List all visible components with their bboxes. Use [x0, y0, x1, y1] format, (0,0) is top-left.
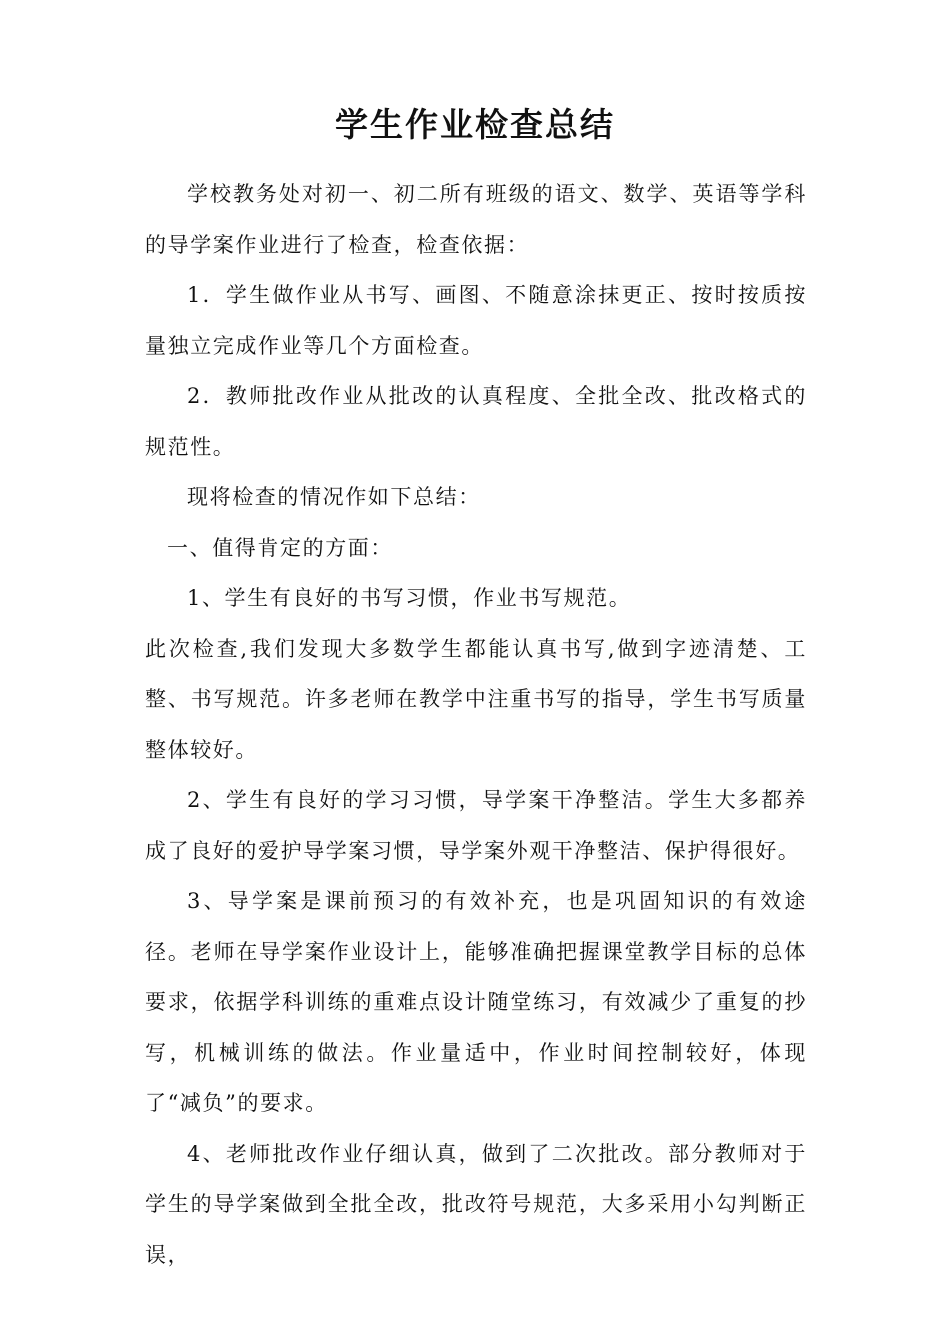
paragraph-criterion-1: 1．学生做作业从书写、画图、不随意涂抹更正、按时按质按量独立完成作业等几个方面检查。 — [145, 283, 807, 358]
paragraph-point-3: 3、导学案是课前预习的有效补充，也是巩固知识的有效途径。老师在导学案作业设计上，能够准确把握课堂教学目标的总体要求，依据学科训练的重难点设计随堂练习，有效减少了重复的抄写，机械训练的做法。作业量适中，作业时间控制较好，体现了“减负”的要求。 — [145, 889, 807, 1115]
paragraph-point-1-heading: 1、学生有良好的书写习惯，作业书写规范。 — [187, 586, 632, 610]
paragraph-point-1-detail: 此次检查,我们发现大多数学生都能认真书写,做到字迹清楚、工整、书写规范。许多老师在教学中注重书写的指导，学生书写质量整体较好。 — [145, 636, 807, 762]
paragraph-intro: 学校教务处对初一、初二所有班级的语文、数学、英语等学科的导学案作业进行了检查，检查依据： — [145, 182, 807, 257]
paragraph-summary-lead: 现将检查的情况作如下总结： — [187, 485, 481, 509]
paragraph-point-4: 4、老师批改作业仔细认真，做到了二次批改。部分教师对于学生的导学案做到全批全改，批改符号规范，大多采用小勾判断正误， — [145, 1141, 807, 1267]
document-body — [145, 169, 807, 1280]
section-heading-positive: 一、值得肯定的方面： — [167, 535, 393, 560]
document-title: 学生作业检查总结 — [335, 105, 615, 144]
paragraph-criterion-2: 2．教师批改作业从批改的认真程度、全批全改、批改格式的规范性。 — [145, 384, 807, 459]
paragraph-point-2: 2、学生有良好的学习习惯，导学案干净整洁。学生大多都养成了良好的爱护导学案习惯，导学案外观干净整洁、保护得很好。 — [145, 788, 807, 863]
